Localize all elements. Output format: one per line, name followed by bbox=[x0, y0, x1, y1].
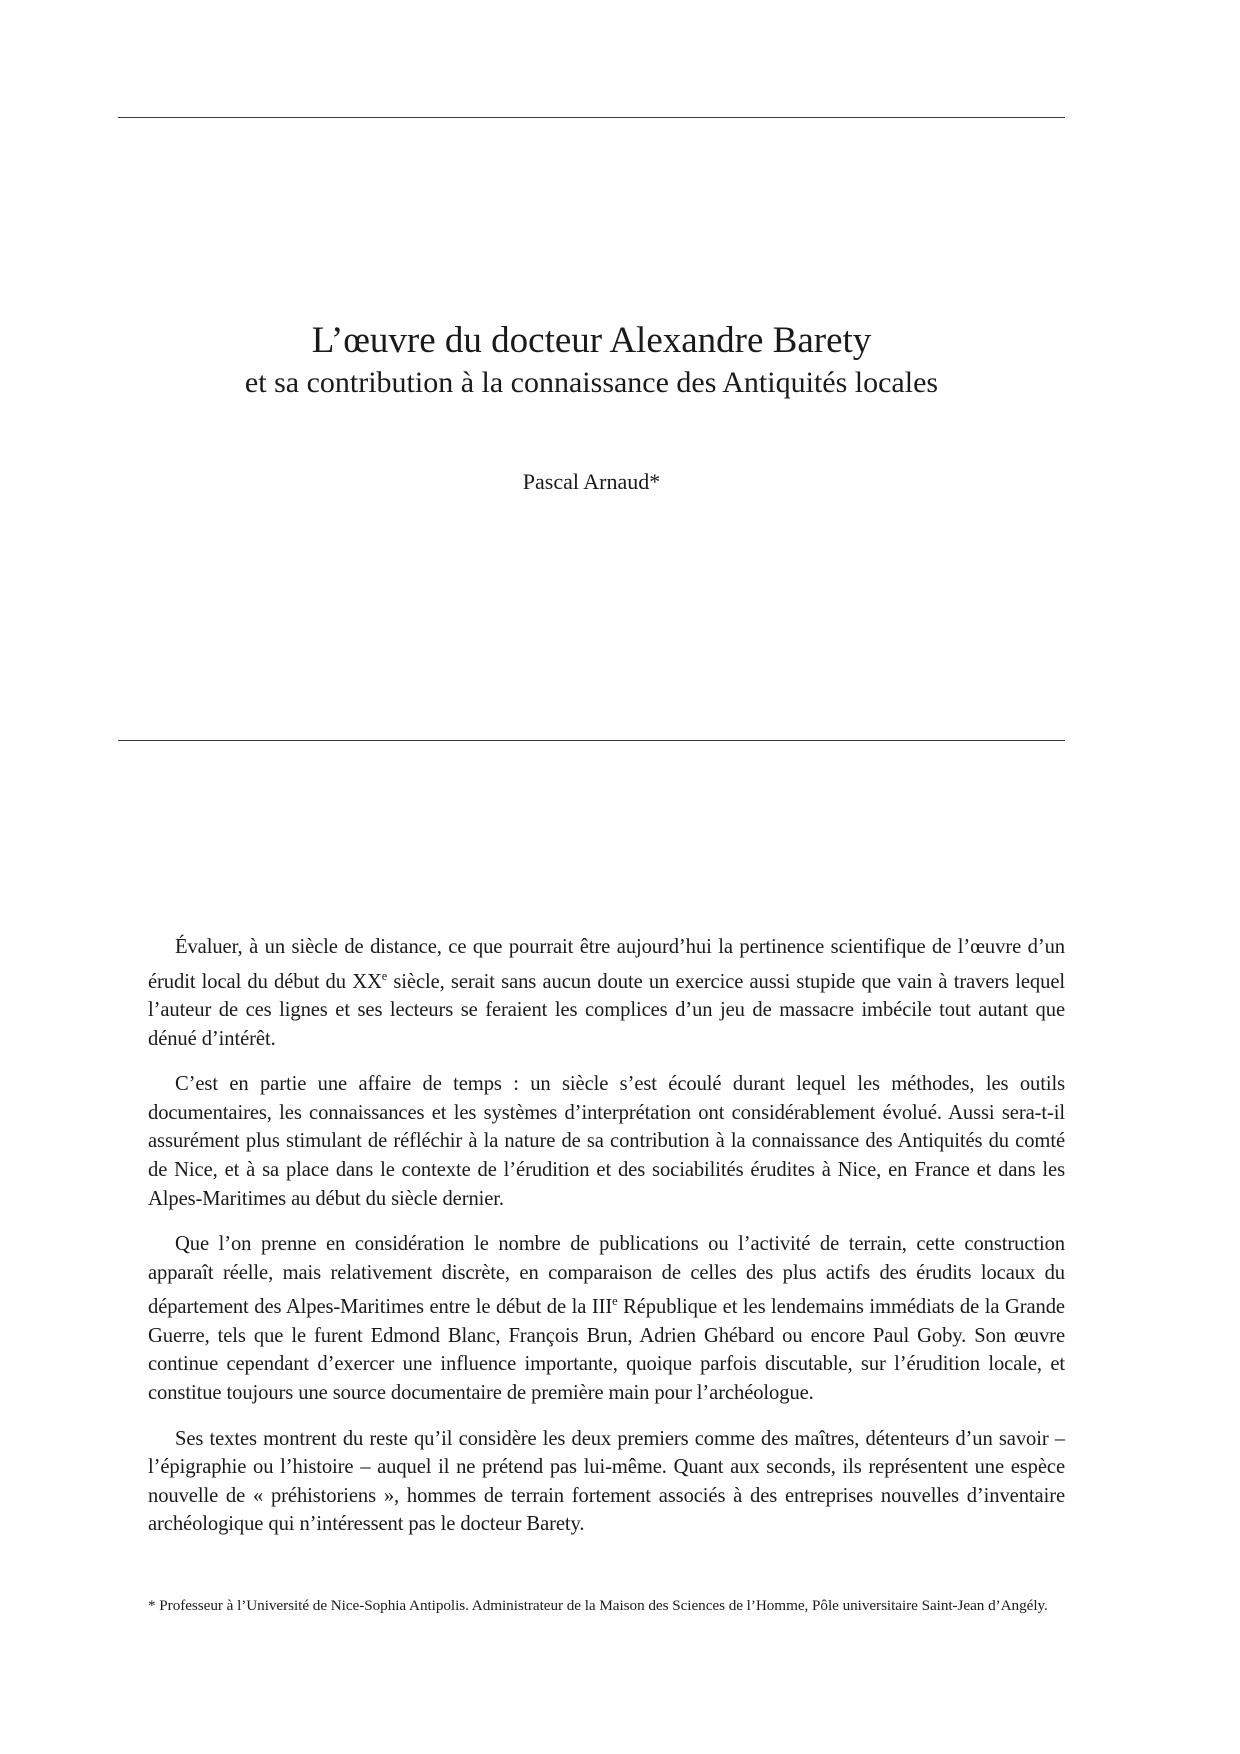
paragraph-3: Que l’on prenne en considération le nombre de publications ou l’activité de terrain, cette construction apparaît réelle, mais relativement discrète, en comparaison de celles des plus actifs des érudits locaux du département des Alpes-Maritimes entre le début de la IIIe République et les lendemains immédiats de la Grande Guerre, tels que le furent Edmond Blanc, François Brun, Adrien Ghébard ou encore Paul Goby. Son œuvre continue cependant d’exercer une influence importante, quoique parfois discutable, sur l’érudition locale, et constitue toujours une source documentaire de première main pour l’archéologue. bbox=[148, 1233, 1065, 1405]
article-body bbox=[148, 933, 1065, 1556]
title-line-1: L’œuvre du docteur Alexandre Barety bbox=[311, 320, 872, 361]
superscript-e: e bbox=[612, 1294, 618, 1309]
paragraph-1: Évaluer, à un siècle de distance, ce que pourrait être aujourd’hui la pertinence scientifique de l’œuvre d’un érudit local du début du XXe siècle, serait sans aucun doute un exercice aussi stupide que vain à travers lequel l’auteur de ces lignes et ses lecteurs se feraient les complices d’un jeu de massacre imbécile tout autant que dénué d’intérêt. bbox=[148, 936, 1065, 1050]
paragraph-4: Ses textes montrent du reste qu’il considère les deux premiers comme des maîtres, détenteurs d’un savoir – l’épigraphie ou l’histoire – auquel il ne prétend pas lui-même. Quant aux seconds, ils représentent une espèce nouvelle de « préhistoriens », hommes de terrain fortement associés à des entreprises nouvelles d’inventaire archéologique qui n’intéressent pas le docteur Barety. bbox=[148, 1427, 1065, 1536]
paragraph-2: C’est en partie une affaire de temps : un siècle s’est écoulé durant lequel les méthodes, les outils documentaires, les connaissances et les systèmes d’interprétation ont considérablement évolué. Aussi sera-t-il assurément plus stimulant de réfléchir à la nature de sa contribution à la connaissance des Antiquités du comté de Nice, et à sa place dans le contexte de l’érudition et des sociabilités érudites à Nice, en France et dans les Alpes-Maritimes au début du siècle dernier. bbox=[148, 1073, 1065, 1210]
superscript-e: e bbox=[381, 968, 388, 983]
article-title bbox=[118, 318, 1065, 402]
top-rule bbox=[118, 117, 1065, 118]
bottom-rule bbox=[118, 740, 1065, 741]
author-name: Pascal Arnaud* bbox=[522, 469, 661, 494]
footnote: * Professeur à l’Université de Nice-Sophia Antipolis. Administrateur de la Maison des Sciences de l’Homme, Pôle universitaire Saint-Jean d’Angély. bbox=[148, 1597, 1048, 1614]
title-line-2: et sa contribution à la connaissance des Antiquités locales bbox=[244, 366, 939, 399]
